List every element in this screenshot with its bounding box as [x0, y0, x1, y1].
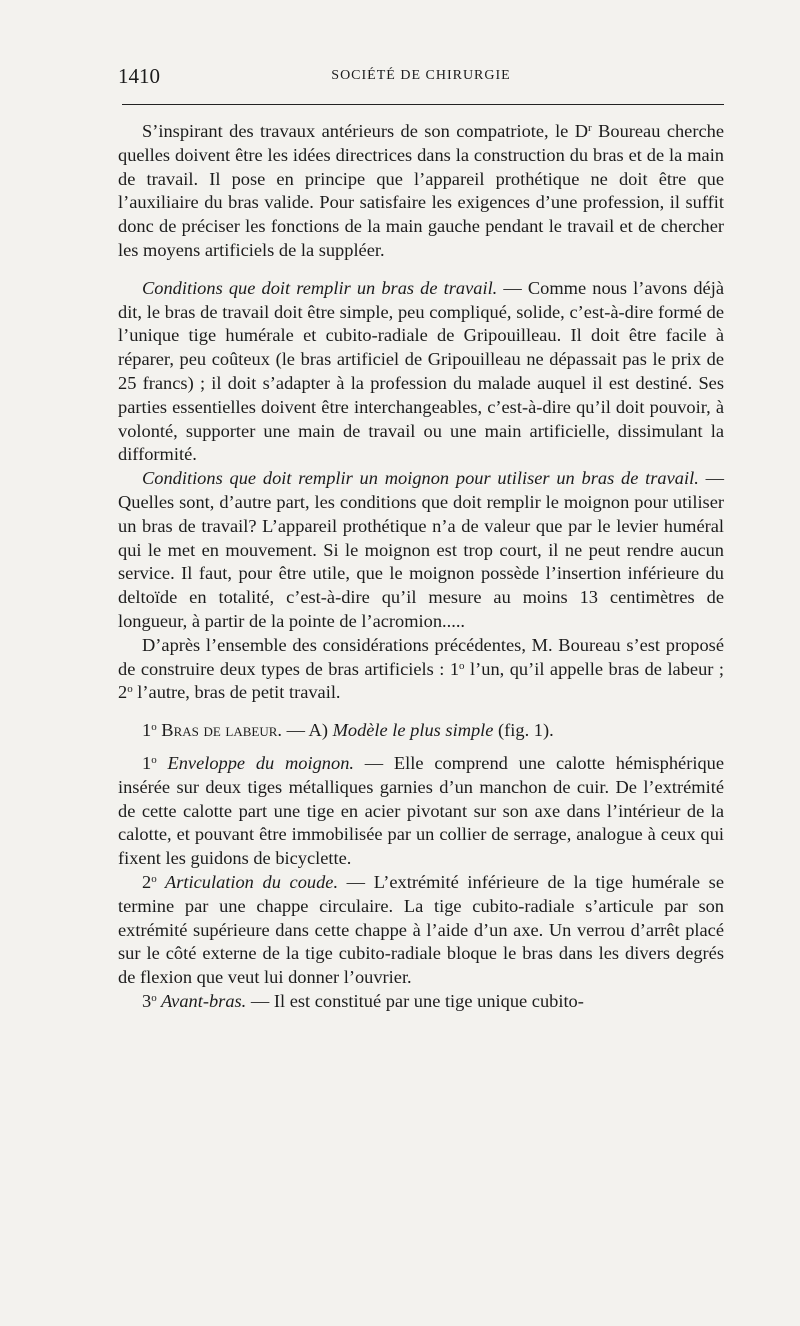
paragraph-enveloppe: 1$^o$ Enveloppe du moignon. — Elle comprend une calotte hémisphérique insérée sur deux tiges métalliques garnies d’un manchon de cuir. De l’extrémité de cette calotte part une tige en acier pivotant sur son axe dans l’intérieur de la calotte, et pouvant être immobilisée par un collier de serrage, analogue à ceux qui fixent les guidons de bicyclette. [118, 752, 725, 869]
paragraph-conditions-bras: Conditions que doit remplir un bras de travail. — Comme nous l’avons déjà dit, le bras de travail doit être simple, peu compliqué, solide, c’est-à-dire formé de l’unique tige humérale et cubito-radiale de Gripouilleau. Il doit être facile à réparer, peu coûteux (le bras artificiel de Gripouilleau ne dépassait pas le prix de 25 francs) ; il doit s’adapter à la profession du malade auquel il est destiné. Ses parties essentielles doivent être interchangeables, c’est-à-dire qu’il doit pouvoir, à volonté, supporter une main de travail ou une main artificielle, dissimulant la difformité. [118, 277, 724, 465]
paragraph-types: D’après l’ensemble des considérations précédentes, M. Boureau s’est proposé de construire deux types de bras artificiels : 1$^o$ l’un, qu’il appelle bras de labeur ; 2$^o$ l’autre, bras de petit travail. [118, 634, 724, 703]
body-text [118, 120, 724, 1014]
heading-bras-de-labeur: 1$^o$ Bras de labeur. — A) Modèle le plus simple (fig. 1). [142, 720, 554, 741]
paragraph-articulation: 2$^o$ Articulation du coude. — L’extrémité inférieure de la tige humérale se termine par une chappe circulaire. La tige cubito-radiale s’articule par son extrémité supérieure dans cette chappe à l’aide d’un axe. Un verrou d’arrêt placé sur le côté externe de la tige cubito-radiale bloque le bras dans les divers degrés de flexion que veut lui donner l’ouvrier. [118, 871, 724, 988]
running-title: SOCIÉTÉ DE CHIRURGIE [331, 68, 511, 83]
section-title: Enveloppe du moignon. [156, 752, 354, 773]
page-number: 1410 [118, 64, 160, 88]
section-title: Avant-bras. [156, 990, 247, 1011]
paragraph-intro: S’inspirant des travaux antérieurs de son compatriote, le $D^r$ Boureau cherche quelles doivent être les idées directrices dans la construction du bras et de la main de travail. Il pose en principe que l’appareil prothétique ne doit être que l’auxiliaire du bras valide. Pour satisfaire les exigences d’une profession, il suffit donc de préciser les fonctions de la main gauche pendant le travail et de chercher les moyens artificiels de la suppléer. [118, 121, 724, 260]
header-rule [122, 104, 724, 105]
section-title: Conditions que doit remplir un bras de travail. [142, 277, 498, 298]
section-title: Conditions que doit remplir un moignon pour utiliser un bras de travail. [142, 468, 699, 489]
paragraph-avant-bras: 3$^o$ Avant-bras. — Il est constitué par une tige unique cubito- [142, 990, 584, 1011]
section-title: Articulation du coude. [156, 871, 339, 892]
paragraph-conditions-moignon: Conditions que doit remplir un moignon pour utiliser un bras de travail. — Quelles sont, d’autre part, les conditions que doit remplir le moignon pour utiliser un bras de travail? L’appareil prothétique n’a de valeur que par le levier huméral qui le met en mouvement. Si le moignon est trop court, il ne peut rendre aucun service. Il faut, pour être utile, que le moignon possède l’insertion inférieure du deltoïde en totalité, c’est-à-dire qu’il mesure au moins 13 centimètres de longueur, à partir de la pointe de l’acromion..... [118, 468, 724, 631]
page-header [118, 64, 724, 90]
